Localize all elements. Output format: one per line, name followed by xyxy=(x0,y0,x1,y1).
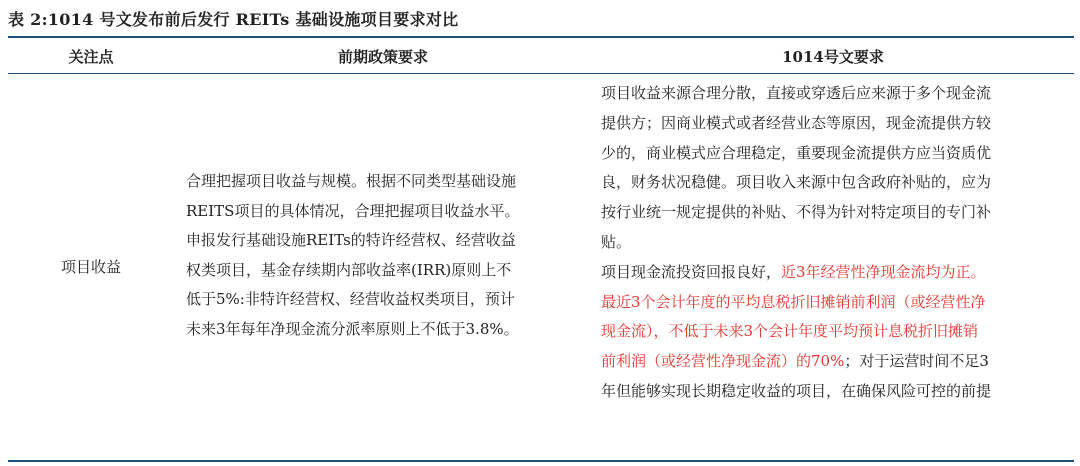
new-req-line xyxy=(601,109,1071,139)
new-req-text: 年但能够实现长期稳定收益的项目，在确保风险可控的前提 xyxy=(601,381,992,400)
header-1014-requirements: 1014号文要求 xyxy=(782,48,884,66)
new-req-text: 项目收益来源合理分散，直接或穿透后应来源于多个现金流 xyxy=(601,84,992,102)
previous-policy-line: 低于5%:非特许经营权、经营收益权类项目，预计 xyxy=(186,290,515,308)
previous-policy-cell xyxy=(186,167,586,344)
new-req-line xyxy=(601,288,1071,318)
highlighted-text: 现金流），不低于未来3个会计年度平均预计息税折旧摊销 xyxy=(601,322,979,341)
previous-policy-line: 权类项目，基金存续期内部收益率(IRR)原则上不 xyxy=(186,260,512,279)
new-req-line xyxy=(601,377,1071,407)
previous-policy-line: 合理把握项目收益与规模。根据不同类型基础设施 xyxy=(186,172,517,190)
new-req-text: 项目现金流投资回报良好， xyxy=(601,262,782,281)
new-req-line xyxy=(601,258,1071,288)
previous-policy-line: REITS项目的具体情况，合理把握项目收益水平。 xyxy=(186,201,520,220)
row-focus-cell: 项目收益 xyxy=(60,258,121,276)
new-req-line xyxy=(601,347,1071,377)
header-previous-policy: 前期政策要求 xyxy=(337,48,428,66)
new-req-line xyxy=(601,79,1071,109)
new-req-line xyxy=(601,228,1071,258)
header-focus: 关注点 xyxy=(68,48,114,66)
table-bottom-rule xyxy=(8,460,1074,462)
new-requirements-cell xyxy=(601,79,1071,407)
table-top-rule xyxy=(8,36,1074,38)
new-req-text: 良，财务状况稳健。项目收入来源中包含政府补贴的，应为 xyxy=(601,173,992,192)
new-req-line xyxy=(601,198,1071,228)
table-title: 表 2:1014 号文发布前后发行 REITs 基础设施项目要求对比 xyxy=(8,10,459,29)
new-req-text: 贴。 xyxy=(601,232,632,251)
previous-policy-line: 未来3年每年净现金流分派率原则上不低于3.8%。 xyxy=(186,319,519,338)
new-req-text: ；对于运营时间不足3 xyxy=(844,352,989,371)
highlighted-text: 最近3个会计年度的平均息税折旧摊销前利润（或经营性净 xyxy=(601,292,986,311)
header-rule xyxy=(8,73,1074,74)
previous-policy-line: 申报发行基础设施REITs的特许经营权、经营收益 xyxy=(186,231,516,249)
highlighted-text: 前利润（或经营性净现金流）的70% xyxy=(601,352,845,371)
new-req-text: 提供方；因商业模式或者经营业态等原因，现金流提供方较 xyxy=(601,113,992,132)
new-req-text: 按行业统一规定提供的补贴、不得为针对特定项目的专门补 xyxy=(601,203,992,222)
new-req-line xyxy=(601,317,1071,347)
new-req-line xyxy=(601,168,1071,198)
highlighted-text: 近3年经营性净现金流均为正。 xyxy=(781,262,986,281)
new-req-line xyxy=(601,139,1071,169)
new-req-text: 少的，商业模式应合理稳定，重要现金流提供方应当资质优 xyxy=(601,143,992,162)
